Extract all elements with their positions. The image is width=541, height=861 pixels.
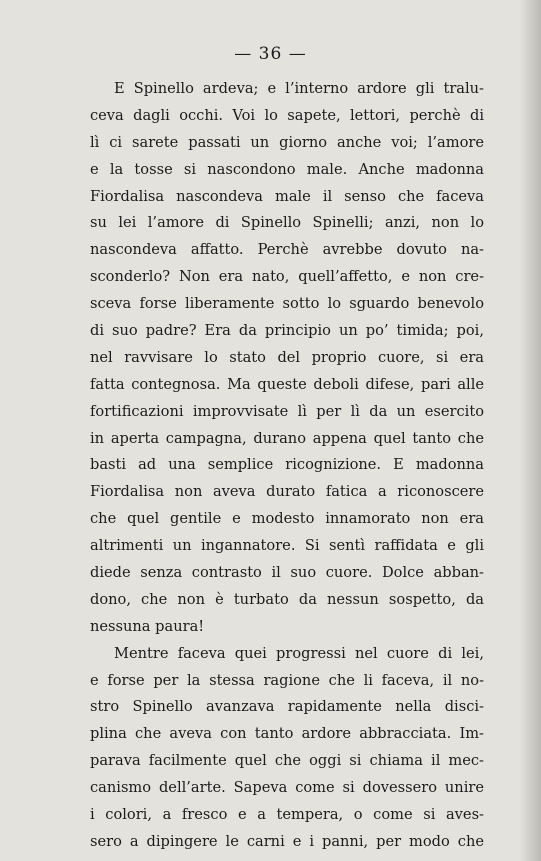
text-line: nel ravvisare lo stato del proprio cuore, si era <box>90 348 484 366</box>
text-line: i colori, a fresco e a tempera, o come si aves- <box>90 806 484 824</box>
text-line: nessuna paura! <box>90 617 205 635</box>
text-line: parava facilmente quel che oggi si chiama il mec- <box>90 752 484 770</box>
text-line: dono, che non è turbato da nessun sospetto, da <box>90 590 484 608</box>
text-line: su lei l’amore di Spinello Spinelli; anzi, non lo <box>90 214 484 232</box>
text-line: sero a dipingere le carni e i panni, per modo che <box>90 832 484 850</box>
text-line: Fiordalisa nascondeva male il senso che faceva <box>90 187 484 205</box>
text-line: in aperta campagna, durano appena quel tanto che <box>90 429 484 447</box>
text-line: che quel gentile e modesto innamorato non era <box>90 510 484 528</box>
page-edge-shadow <box>519 0 541 861</box>
text-line: di suo padre? Era da principio un po’ timida; poi, <box>90 322 484 340</box>
text-line: canismo dell’arte. Sapeva come si dovessero unire <box>90 779 484 797</box>
text-line: E Spinello ardeva; e l’interno ardore gli tralu- <box>114 80 484 97</box>
text-line: fatta contegnosa. Ma queste deboli difese, pari alle <box>90 375 484 393</box>
text-line: plina che aveva con tanto ardore abbracciata. Im- <box>90 725 484 743</box>
page-number: — 36 — <box>234 44 307 64</box>
paragraph <box>90 76 484 641</box>
text-line: sconderlo? Non era nato, quell’affetto, e non cre- <box>90 268 484 286</box>
text-line: nascondeva affatto. Perchè avrebbe dovuto na- <box>90 241 484 259</box>
text-line: Mentre faceva quei progressi nel cuore di lei, <box>114 644 484 662</box>
paragraph <box>90 641 484 856</box>
text-line: ceva dagli occhi. Voi lo sapete, lettori, perchè di <box>90 106 484 124</box>
text-line: sceva forse liberamente sotto lo sguardo benevolo <box>90 295 484 313</box>
text-line: e forse per la stessa ragione che li faceva, il no- <box>90 671 484 689</box>
text-line: basti ad una semplice ricognizione. E madonna <box>90 456 484 474</box>
text-line: stro Spinello avanzava rapidamente nella disci- <box>90 698 484 716</box>
text-line: altrimenti un ingannatore. Si sentì raffidata e gli <box>90 537 484 555</box>
text-line: fortificazioni improvvisate lì per lì da un esercito <box>90 402 484 420</box>
text-line: lì ci sarete passati un giorno anche voi; l’amore <box>90 133 484 151</box>
body-text <box>90 76 484 856</box>
text-line: diede senza contrasto il suo cuore. Dolce abban- <box>90 564 484 582</box>
text-line: e la tosse si nascondono male. Anche madonna <box>90 160 484 178</box>
text-line: Fiordalisa non aveva durato fatica a riconoscere <box>90 483 484 501</box>
